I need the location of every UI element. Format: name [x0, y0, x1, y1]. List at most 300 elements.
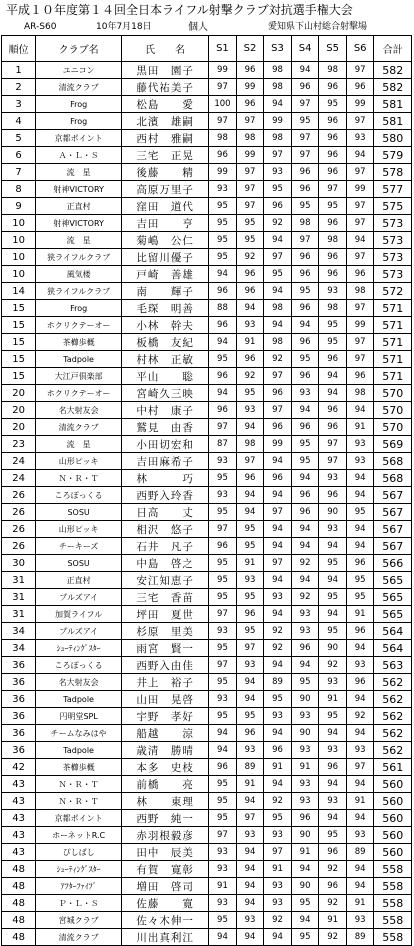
cell-s2: 94: [236, 793, 264, 810]
cell-name: 板橋 友紀: [122, 334, 209, 351]
cell-club: 狭ライフルクラブ: [36, 283, 122, 300]
table-row: [2, 504, 412, 521]
cell-club: プルズアイ: [36, 623, 122, 640]
cell-name: 林 東理: [122, 793, 209, 810]
cell-s3: 94: [264, 487, 292, 504]
cell-s1: 99: [209, 62, 237, 79]
cell-club: 射神VICTORY: [36, 215, 122, 232]
cell-club: プルズアイ: [36, 589, 122, 606]
cell-s4: 96: [291, 368, 319, 385]
cell-s4: 95: [291, 351, 319, 368]
cell-rank: 43: [2, 776, 36, 793]
cell-s5: 93: [319, 521, 347, 538]
cell-s1: 97: [209, 827, 237, 844]
cell-total: 578: [374, 164, 412, 181]
cell-s2: 96: [236, 351, 264, 368]
cell-total: 571: [374, 317, 412, 334]
cell-s6: 93: [346, 436, 374, 453]
cell-rank: 20: [2, 419, 36, 436]
cell-club: Tadpole: [36, 691, 122, 708]
cell-s2: 96: [236, 470, 264, 487]
cell-s5: 91: [319, 691, 347, 708]
cell-s3: 98: [264, 79, 292, 96]
cell-s6: 91: [346, 606, 374, 623]
cell-s5: 96: [319, 249, 347, 266]
cell-name: 赤羽根毅彦: [122, 827, 209, 844]
cell-s1: 99: [209, 164, 237, 181]
cell-s6: 95: [346, 589, 374, 606]
cell-s4: 90: [291, 878, 319, 895]
cell-s4: 96: [291, 810, 319, 827]
cell-s3: 97: [264, 368, 292, 385]
cell-club: 茶櫛歩概: [36, 759, 122, 776]
cell-s4: 97: [291, 147, 319, 164]
cell-s1: 96: [209, 402, 237, 419]
table-row: [2, 793, 412, 810]
cell-name: 戸崎 善雄: [122, 266, 209, 283]
cell-s6: 95: [346, 572, 374, 589]
cell-s4: 95: [291, 895, 319, 912]
cell-s1: 94: [209, 266, 237, 283]
header-s1: S1: [209, 36, 237, 62]
table-row: [2, 266, 412, 283]
results-body: [2, 62, 412, 946]
cell-s1: 95: [209, 198, 237, 215]
cell-name: 菊嶋 公仁: [122, 232, 209, 249]
cell-name: 松島 愛: [122, 96, 209, 113]
header-club: クラブ名: [36, 36, 122, 62]
cell-s5: 94: [319, 606, 347, 623]
cell-s3: 93: [264, 827, 292, 844]
cell-s1: 97: [209, 113, 237, 130]
cell-total: 570: [374, 402, 412, 419]
cell-s6: 97: [346, 334, 374, 351]
cell-club: ホクリクテーオー: [36, 385, 122, 402]
cell-total: 558: [374, 929, 412, 946]
cell-s5: 93: [319, 674, 347, 691]
cell-club: Ｎ・Ｒ・Ｔ: [36, 776, 122, 793]
table-row: [2, 334, 412, 351]
cell-rank: 23: [2, 436, 36, 453]
cell-s2: 93: [236, 742, 264, 759]
cell-s1: 95: [209, 708, 237, 725]
cell-club: ｱﾌﾀｰﾌｧｲﾌﾞ: [36, 878, 122, 895]
table-row: [2, 164, 412, 181]
cell-s5: 94: [319, 368, 347, 385]
cell-total: 560: [374, 810, 412, 827]
table-row: [2, 300, 412, 317]
cell-s3: 98: [264, 62, 292, 79]
cell-s1: 97: [209, 521, 237, 538]
cell-name: 日高 丈: [122, 504, 209, 521]
cell-name: 窪田 道代: [122, 198, 209, 215]
cell-s3: 98: [264, 130, 292, 147]
table-row: [2, 215, 412, 232]
cell-s3: 92: [264, 351, 292, 368]
cell-s6: 93: [346, 657, 374, 674]
cell-s4: 96: [291, 334, 319, 351]
cell-s2: 97: [236, 810, 264, 827]
cell-s5: 93: [319, 283, 347, 300]
cell-s1: 95: [209, 776, 237, 793]
cell-s2: 91: [236, 334, 264, 351]
cell-s5: 92: [319, 895, 347, 912]
cell-s2: 96: [236, 266, 264, 283]
cell-s1: 94: [209, 334, 237, 351]
cell-s1: 87: [209, 436, 237, 453]
cell-s3: 96: [264, 419, 292, 436]
cell-rank: 43: [2, 810, 36, 827]
cell-s2: 97: [236, 640, 264, 657]
cell-club: 流 星: [36, 232, 122, 249]
cell-s4: 95: [291, 283, 319, 300]
cell-total: 567: [374, 538, 412, 555]
cell-rank: 5: [2, 130, 36, 147]
cell-s1: 97: [209, 657, 237, 674]
cell-s4: 96: [291, 419, 319, 436]
cell-s6: 97: [346, 759, 374, 776]
cell-s6: 97: [346, 249, 374, 266]
cell-rank: 15: [2, 334, 36, 351]
cell-rank: 43: [2, 827, 36, 844]
cell-name: 有賀 寛彰: [122, 861, 209, 878]
cell-total: 563: [374, 657, 412, 674]
cell-s1: 95: [209, 555, 237, 572]
cell-s1: 93: [209, 453, 237, 470]
cell-s1: 95: [209, 249, 237, 266]
cell-s6: 96: [346, 266, 374, 283]
cell-s2: 96: [236, 96, 264, 113]
cell-club: 流 星: [36, 436, 122, 453]
cell-total: 573: [374, 232, 412, 249]
cell-rank: 10: [2, 249, 36, 266]
cell-rank: 10: [2, 232, 36, 249]
cell-s1: 95: [209, 674, 237, 691]
cell-total: 561: [374, 759, 412, 776]
cell-name: 三宅 香苗: [122, 589, 209, 606]
cell-name: 平山 聡: [122, 368, 209, 385]
cell-s3: 91: [264, 861, 292, 878]
cell-total: 581: [374, 113, 412, 130]
cell-rank: 26: [2, 538, 36, 555]
table-row: [2, 555, 412, 572]
cell-s6: 99: [346, 181, 374, 198]
cell-s4: 96: [291, 640, 319, 657]
table-row: [2, 929, 412, 946]
cell-s5: 95: [319, 589, 347, 606]
cell-s3: 94: [264, 96, 292, 113]
cell-s2: 94: [236, 487, 264, 504]
cell-s2: 94: [236, 419, 264, 436]
cell-s6: 94: [346, 640, 374, 657]
cell-club: Tadpole: [36, 742, 122, 759]
cell-rank: 48: [2, 912, 36, 929]
cell-s4: 96: [291, 79, 319, 96]
header-rank: 順位: [2, 36, 36, 62]
cell-s5: 93: [319, 793, 347, 810]
cell-total: 562: [374, 691, 412, 708]
cell-s1: 95: [209, 912, 237, 929]
cell-total: 571: [374, 334, 412, 351]
cell-rank: 42: [2, 759, 36, 776]
table-row: [2, 487, 412, 504]
cell-s4: 94: [291, 470, 319, 487]
cell-club: 狭ライフルクラブ: [36, 249, 122, 266]
cell-s6: 89: [346, 929, 374, 946]
cell-s6: 91: [346, 419, 374, 436]
cell-s1: 96: [209, 317, 237, 334]
table-row: [2, 878, 412, 895]
cell-total: 558: [374, 861, 412, 878]
cell-s6: 97: [346, 198, 374, 215]
cell-s6: 91: [346, 895, 374, 912]
cell-s5: 96: [319, 147, 347, 164]
cell-total: 581: [374, 96, 412, 113]
cell-s6: 96: [346, 79, 374, 96]
table-row: [2, 283, 412, 300]
cell-s3: 94: [264, 929, 292, 946]
table-row: [2, 351, 412, 368]
cell-s3: 94: [264, 453, 292, 470]
cell-rank: 1: [2, 62, 36, 79]
cell-rank: 26: [2, 521, 36, 538]
cell-s6: 94: [346, 810, 374, 827]
table-row: [2, 147, 412, 164]
cell-s1: 97: [209, 79, 237, 96]
cell-s3: 96: [264, 198, 292, 215]
cell-rank: 48: [2, 861, 36, 878]
cell-s6: 94: [346, 470, 374, 487]
cell-rank: 48: [2, 878, 36, 895]
header-total: 合計: [374, 36, 412, 62]
cell-name: 林 巧: [122, 470, 209, 487]
cell-s4: 94: [291, 538, 319, 555]
cell-s3: 97: [264, 555, 292, 572]
table-row: [2, 130, 412, 147]
cell-s3: 93: [264, 164, 292, 181]
cell-name: 黒田 園子: [122, 62, 209, 79]
cell-s6: 94: [346, 538, 374, 555]
cell-s4: 93: [291, 385, 319, 402]
cell-s5: 94: [319, 725, 347, 742]
cell-s4: 94: [291, 521, 319, 538]
cell-rank: 8: [2, 181, 36, 198]
cell-s5: 94: [319, 776, 347, 793]
table-row: [2, 470, 412, 487]
event-date: 10年7月18日: [96, 22, 152, 32]
cell-rank: 36: [2, 742, 36, 759]
cell-total: 560: [374, 827, 412, 844]
cell-name: 三宅 正晃: [122, 147, 209, 164]
cell-total: 564: [374, 623, 412, 640]
cell-s5: 98: [319, 232, 347, 249]
table-row: [2, 657, 412, 674]
cell-s5: 91: [319, 912, 347, 929]
cell-s6: 93: [346, 742, 374, 759]
cell-s3: 91: [264, 759, 292, 776]
cell-s3: 94: [264, 776, 292, 793]
cell-s5: 94: [319, 572, 347, 589]
cell-total: 570: [374, 385, 412, 402]
cell-s4: 97: [291, 96, 319, 113]
cell-s1: 95: [209, 504, 237, 521]
table-row: [2, 79, 412, 96]
cell-s4: 94: [291, 402, 319, 419]
cell-s5: 96: [319, 402, 347, 419]
header-s2: S2: [236, 36, 264, 62]
cell-total: 573: [374, 215, 412, 232]
cell-s5: 90: [319, 640, 347, 657]
table-row: [2, 96, 412, 113]
cell-name: 佐藤 寛: [122, 895, 209, 912]
table-row: [2, 232, 412, 249]
cell-s4: 96: [291, 300, 319, 317]
cell-s4: 92: [291, 589, 319, 606]
cell-s5: 92: [319, 861, 347, 878]
cell-club: 流 星: [36, 164, 122, 181]
event-category: 個人: [188, 22, 208, 33]
cell-s2: 99: [236, 79, 264, 96]
cell-name: 佐々木伸一: [122, 912, 209, 929]
cell-s1: 94: [209, 385, 237, 402]
cell-total: 573: [374, 266, 412, 283]
cell-s1: 88: [209, 300, 237, 317]
cell-s2: 89: [236, 759, 264, 776]
cell-s2: 93: [236, 657, 264, 674]
cell-s5: 94: [319, 385, 347, 402]
cell-s4: 90: [291, 827, 319, 844]
cell-name: 西村 雅嗣: [122, 130, 209, 147]
cell-total: 562: [374, 708, 412, 725]
cell-s2: 94: [236, 895, 264, 912]
cell-rank: 30: [2, 555, 36, 572]
cell-rank: 20: [2, 385, 36, 402]
cell-s2: 93: [236, 317, 264, 334]
cell-s1: 95: [209, 810, 237, 827]
cell-s5: 96: [319, 164, 347, 181]
cell-s6: 94: [346, 691, 374, 708]
cell-s3: 95: [264, 181, 292, 198]
cell-s4: 96: [291, 266, 319, 283]
cell-s6: 94: [346, 487, 374, 504]
cell-s6: 94: [346, 232, 374, 249]
cell-total: 567: [374, 487, 412, 504]
cell-club: 加賀ライフル: [36, 606, 122, 623]
cell-s3: 93: [264, 708, 292, 725]
cell-total: 567: [374, 521, 412, 538]
cell-club: 清流クラブ: [36, 929, 122, 946]
table-row: [2, 623, 412, 640]
table-row: [2, 402, 412, 419]
cell-total: 580: [374, 130, 412, 147]
table-row: [2, 861, 412, 878]
cell-s2: 94: [236, 300, 264, 317]
cell-s6: 97: [346, 113, 374, 130]
cell-s5: 92: [319, 929, 347, 946]
table-row: [2, 181, 412, 198]
cell-s3: 98: [264, 334, 292, 351]
cell-s4: 95: [291, 198, 319, 215]
cell-s2: 95: [236, 521, 264, 538]
cell-s6: 93: [346, 912, 374, 929]
cell-s4: 97: [291, 130, 319, 147]
cell-rank: 10: [2, 215, 36, 232]
cell-s1: 97: [209, 419, 237, 436]
cell-s2: 99: [236, 147, 264, 164]
cell-club: Ｐ・Ｌ・Ｓ: [36, 895, 122, 912]
cell-rank: 26: [2, 487, 36, 504]
cell-s1: 93: [209, 487, 237, 504]
cell-s3: 93: [264, 589, 292, 606]
cell-s2: 95: [236, 708, 264, 725]
cell-club: ｼｭｰﾃｨﾝｸﾞｽﾀｰ: [36, 861, 122, 878]
cell-s1: 98: [209, 130, 237, 147]
cell-club: Ｎ・Ｒ・Ｔ: [36, 793, 122, 810]
cell-name: 後藤 精: [122, 164, 209, 181]
cell-total: 566: [374, 555, 412, 572]
cell-s2: 93: [236, 827, 264, 844]
cell-rank: 10: [2, 266, 36, 283]
cell-name: 吉田麻希子: [122, 453, 209, 470]
cell-s6: 97: [346, 62, 374, 79]
cell-name: 西野入玲香: [122, 487, 209, 504]
cell-rank: 20: [2, 402, 36, 419]
cell-s4: 93: [291, 776, 319, 793]
cell-total: 567: [374, 504, 412, 521]
cell-s3: 94: [264, 232, 292, 249]
cell-s3: 92: [264, 623, 292, 640]
cell-club: Ｎ・Ｒ・Ｔ: [36, 470, 122, 487]
header-s6: S6: [346, 36, 374, 62]
cell-s1: 95: [209, 793, 237, 810]
cell-rank: 43: [2, 844, 36, 861]
cell-rank: 31: [2, 606, 36, 623]
cell-s6: 97: [346, 215, 374, 232]
cell-s5: 97: [319, 453, 347, 470]
cell-rank: 43: [2, 793, 36, 810]
cell-name: 田中 辰美: [122, 844, 209, 861]
cell-total: 560: [374, 776, 412, 793]
cell-s2: 92: [236, 249, 264, 266]
cell-s4: 95: [291, 453, 319, 470]
cell-s1: 96: [209, 759, 237, 776]
cell-s3: 94: [264, 606, 292, 623]
cell-rank: 14: [2, 283, 36, 300]
cell-s1: 97: [209, 606, 237, 623]
cell-rank: 36: [2, 708, 36, 725]
cell-club: 山形ピッキ: [36, 453, 122, 470]
cell-club: 風気楼: [36, 266, 122, 283]
cell-total: 579: [374, 147, 412, 164]
cell-club: Tadpole: [36, 351, 122, 368]
cell-s5: 97: [319, 436, 347, 453]
event-venue: 愛知県下山村総合射撃場: [268, 22, 368, 32]
cell-name: 前橋 亮: [122, 776, 209, 793]
cell-s5: 98: [319, 62, 347, 79]
cell-s2: 95: [236, 385, 264, 402]
cell-name: 川出真利江: [122, 929, 209, 946]
cell-name: 中村 康子: [122, 402, 209, 419]
cell-s4: 94: [291, 317, 319, 334]
cell-club: 清流クラブ: [36, 79, 122, 96]
cell-s6: 96: [346, 623, 374, 640]
cell-club: チームなみはや: [36, 725, 122, 742]
cell-s3: 92: [264, 640, 292, 657]
cell-s2: 96: [236, 62, 264, 79]
cell-s6: 96: [346, 555, 374, 572]
cell-total: 565: [374, 589, 412, 606]
cell-s2: 91: [236, 776, 264, 793]
